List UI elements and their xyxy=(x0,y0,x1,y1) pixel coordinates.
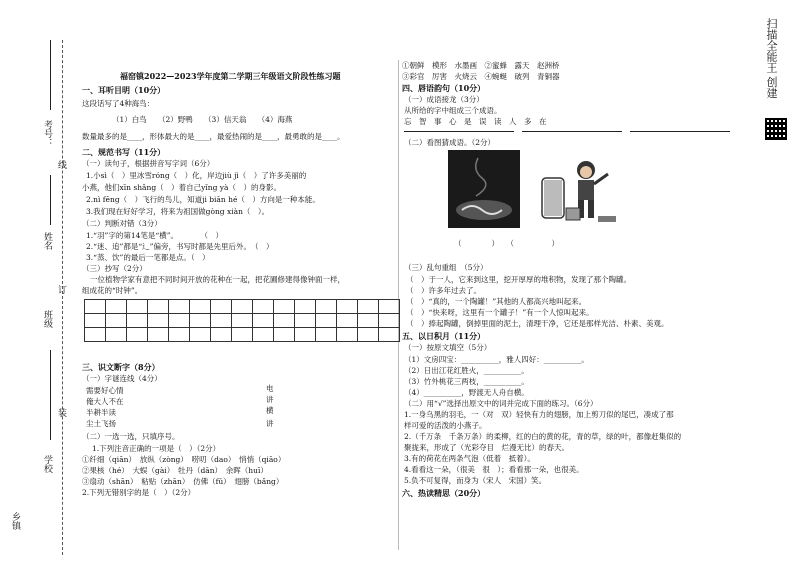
s4-part2-heading: （二）看图猜成语。（2分） xyxy=(404,138,496,147)
s3-q1-opt3: ③扇动（shān） 粘贴（zhān） 仿佛（fǔ） 翅膀（bǎng） xyxy=(82,477,284,486)
exam-title: 福窑镇2022—2023学年度第二学期三年级语文阶段性练习题 xyxy=(120,71,341,81)
section-5-heading: 五、以日积月（11分） xyxy=(402,331,486,341)
idiom-answer-line xyxy=(522,131,622,132)
s5-choice-2b: 聚拢来，形成了（光彩夺目 烂漫无比）的春天。 xyxy=(404,443,569,452)
s3-q1-opt1: ①纤细（qiān） 放纵（zòng） 唠叨（dao） 悄悄（qiāo） xyxy=(82,455,286,464)
writing-grid[interactable] xyxy=(84,299,400,342)
school-label: 学校 xyxy=(42,455,52,473)
sidebar-blank-line xyxy=(50,350,51,440)
idiom-answer-line xyxy=(404,131,514,132)
s5-choice-2a: 2.（千万条 千条万条）的柔柳，红的白的黄的花，青的草，绿的叶，都像赶集似的 xyxy=(404,432,682,441)
s5-choice-3: 3.有的荷花在两条气泡（低着 抵着）。 xyxy=(404,454,535,463)
binding-line xyxy=(62,40,63,555)
idiom-answer-line xyxy=(630,131,730,132)
s2-copy-text-a: 一位植物学家有意把不同时间开放的花种在一起，把花圃修建得像钟面一样， xyxy=(90,275,345,284)
section-2-heading: 二、规范书写（11分） xyxy=(82,147,166,157)
reorder-1: （ ）于一人，它来到这里，挖开厚厚的堆积物，发现了那个陶罐。 xyxy=(406,275,631,284)
s2-line-d: 3.我们现在好好学习，将来为祖国做gòng xiàn（ ）。 xyxy=(86,207,270,216)
riddle-left-1: 需要好心情 xyxy=(86,386,124,395)
riddle-right-1: 电 xyxy=(266,384,274,393)
riddle-right-3: 横 xyxy=(266,406,274,415)
s3-part1-heading: （一）字谜连线（4分） xyxy=(82,374,162,383)
town-label: 乡镇 xyxy=(10,512,20,530)
s2-copy-text-b: 组成花的“时钟”。 xyxy=(82,286,143,295)
section-3-heading: 三、识文断字（8分） xyxy=(82,362,160,372)
r-opt-line-2: ③彩官 厉害 火烧云 ④蜿蜒 破列 青铜器 xyxy=(402,72,560,81)
s2-judge-2: 2.“迷、追”都是“辶”偏旁，书写时都是先里后外。 （ ） xyxy=(86,242,274,251)
s2-judge-1: 1.“羽”字的第14笔是“横”。 （ ） xyxy=(86,231,224,240)
riddle-right-2: 讲 xyxy=(266,395,274,404)
s2-judge-3: 3.“蒸、饮”的最后一笔都是点。（ ） xyxy=(86,253,210,262)
s5-choice-4: 4.看看这一朵，（很美 很 ）；看看那一朵，也很美。 xyxy=(404,465,584,474)
section-4-heading: 四、唇语韵句（10分） xyxy=(402,83,486,93)
seal-mark-zhuang: 装 xyxy=(56,408,66,417)
s5-choice-1a: 1.一身乌黑的羽毛，一（对 双）轻快有力的翅膀，加上剪刀似的尾巴，凑成了那 xyxy=(404,410,674,419)
s2-part2-heading: （二）判断对错（3分） xyxy=(82,219,162,228)
s2-part3-heading: （三）抄写（2分） xyxy=(82,264,147,273)
riddle-left-3: 半耕半读 xyxy=(86,408,116,417)
scanner-watermark: 扫描全能王 创建 xyxy=(765,18,778,99)
boy-painting-icon xyxy=(538,150,620,228)
s2-line-b: 小燕，他们xīn shǎng（ ）着自己yǐng yà（ ）的身影。 xyxy=(82,183,281,192)
riddle-left-2: 俺大人不在 xyxy=(86,397,124,406)
reorder-4: （ ）“快来呀，这里有一个罐子！”有一个人惊叫起来。 xyxy=(406,308,594,317)
seal-mark-xian: 线 xyxy=(56,160,66,169)
s2-part1-heading: （一）读句子，根据拼音写字词（6分） xyxy=(82,159,215,168)
s4-part1-intro: 从所给的字中组成三个成语。 xyxy=(404,106,502,115)
s1-options: （1）白鸟 （2）野鸭 （3）信天翁 （4）海燕 xyxy=(112,115,293,124)
s5-choice-5: 5.负不可复得，而身为（宋人 宋国）笑。 xyxy=(404,476,547,485)
s2-line-c: 2.nì fēng（ ）飞行的鸟儿，知道ji biān hé（ ）方向是一种本能。 xyxy=(86,195,320,204)
exam-no-label: 考号： xyxy=(42,120,52,147)
riddle-left-4: 尘土飞扬 xyxy=(86,419,116,428)
s4-part1-chars: 忘 智 事 心 是 误 读 人 多 在 xyxy=(404,117,547,126)
s5-fill-3: （3）竹外桃花三两枝，__________。 xyxy=(404,377,529,386)
s3-q1-opt2: ②果核（hé） 大蜈（gài） 牡丹（dān） 余晖（huī） xyxy=(82,466,268,475)
sidebar-blank-line xyxy=(50,175,51,225)
s5-part2-heading: （二）用“√”选择出原文中的词并完成下面的练习。（6分） xyxy=(404,399,598,408)
s3-q2: 2.下列无错别字的是（ ）（2分） xyxy=(82,488,196,497)
s1-intro: 这段话写了4种海鸟： xyxy=(82,99,155,108)
seal-mark-ding: 订 xyxy=(56,285,66,294)
s5-choice-1b: 样可爱的活泼的小燕子。 xyxy=(404,421,487,430)
s3-part2-heading: （二）一选一选，只填序号。 xyxy=(82,432,180,441)
riddle-right-4: 讲 xyxy=(266,419,274,428)
s4-part3-heading: （三）乱句重组 （5分） xyxy=(404,263,488,272)
s5-fill-1: （1）文房四宝：__________，雅人四好：__________。 xyxy=(404,355,589,364)
s3-q1: 1.下列注音正确的一项是（ ）（2分） xyxy=(92,444,221,453)
s5-part1-heading: （一）按原文填空（5分） xyxy=(404,343,492,352)
s4-part1-heading: （一）成语接龙（3分） xyxy=(404,95,484,104)
s5-fill-2: （2）日出江花红胜火，__________。 xyxy=(404,366,529,375)
idiom-picture-boy xyxy=(538,150,620,228)
reorder-3: （ ）“真的，一个陶罐！”其他的人都高兴地叫起来。 xyxy=(406,297,587,306)
qr-code-icon xyxy=(765,118,787,140)
section-6-heading: 六、热读精思（20分） xyxy=(402,488,486,498)
class-label: 班级 xyxy=(42,310,52,328)
snake-drawing-icon xyxy=(448,150,520,228)
s5-fill-4: （4）__________，野渡无人舟自横。 xyxy=(404,388,529,397)
s1-question: 数量最多的是____，形体最大的是____，最爱热闹的是____，最勇敢的是____。 xyxy=(82,132,345,141)
section-1-heading: 一、耳听目明（10分） xyxy=(82,85,166,95)
idiom-picture-snake xyxy=(448,150,520,228)
picture-answer-brackets: （ ） （ ） xyxy=(454,239,559,248)
reorder-5: （ ）捧起陶罐，倒掉里面的泥土，清理干净，它还是那样光洁、朴素、美观。 xyxy=(406,319,669,328)
name-label: 姓名 xyxy=(42,232,52,250)
s2-line-a: 1.小sì（ ）里冰雪róng（ ）化，岸边jiù jì（ ）了许多美丽的 xyxy=(86,171,307,180)
sidebar-blank-line xyxy=(50,40,51,110)
r-opt-line-1: ①朝鲜 模形 水墨画 ②蜜蜂 露天 赵洲桥 xyxy=(402,61,560,70)
reorder-2: （ ）许多年过去了。 xyxy=(406,286,481,295)
